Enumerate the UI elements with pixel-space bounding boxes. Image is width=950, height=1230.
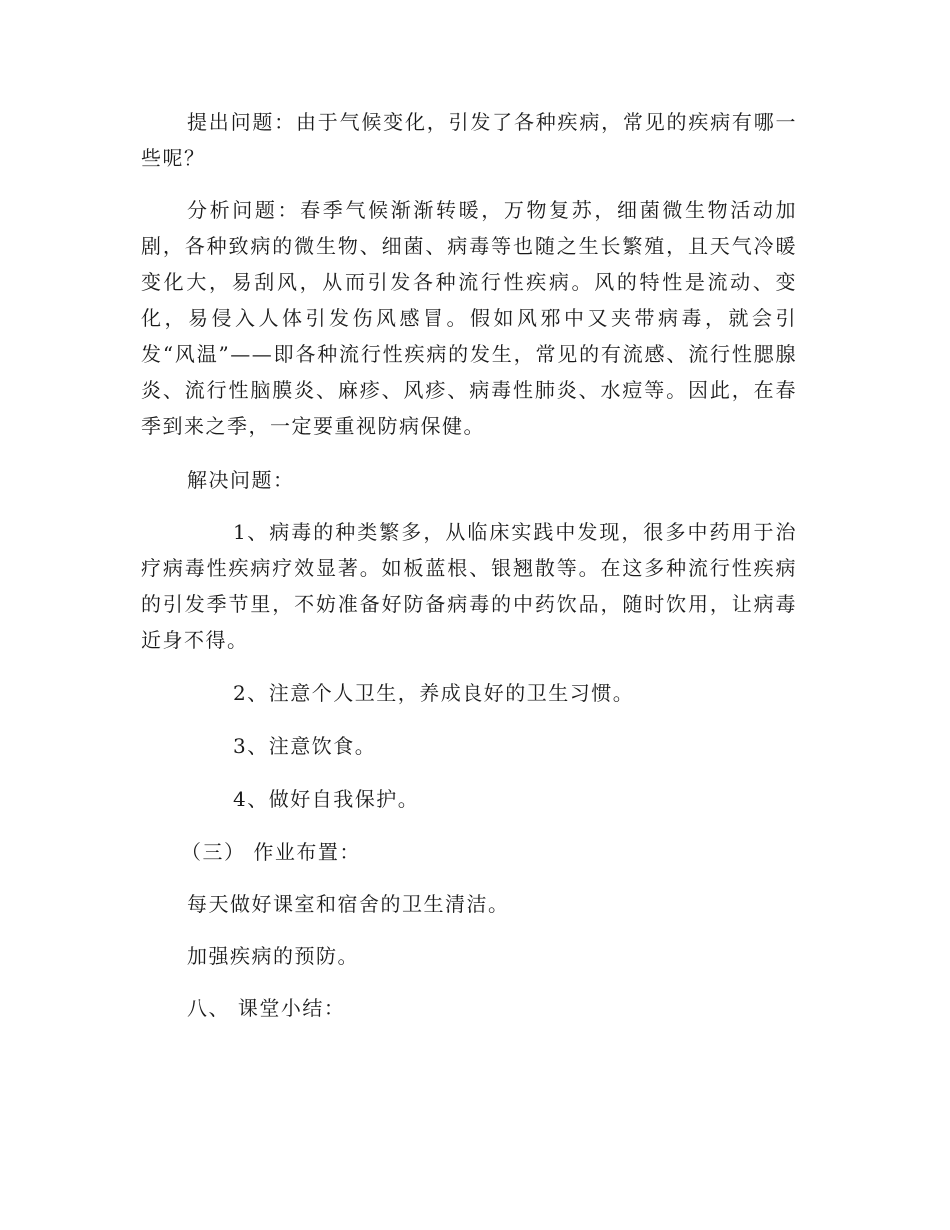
homework-item-2: 加强疾病的预防。 bbox=[187, 944, 359, 968]
solution-text: 病毒的种类繁多，从临床实践中发现，很多中药用于治疗病毒性疾病疗效显著。如板蓝根、银翘散等。在这多种流行性疾病的引发季节里，不妨准备好防备病毒的中药饮品，随时饮用，让病毒近身不得。 bbox=[141, 520, 797, 652]
homework-item-1: 每天做好课室和宿舍的卫生清洁。 bbox=[187, 892, 510, 916]
solution-item-4 bbox=[141, 781, 797, 817]
solution-item-3 bbox=[141, 728, 797, 764]
paragraph-solve-question: 解决问题： bbox=[187, 468, 295, 492]
solution-text: 做好自我保护。 bbox=[268, 787, 420, 811]
homework-heading: （三） 作业布置： bbox=[181, 840, 361, 864]
summary-heading: 八、 课堂小结： bbox=[187, 996, 346, 1020]
solution-item-2 bbox=[141, 675, 797, 711]
document-body bbox=[141, 104, 797, 1042]
solution-number: 3、 bbox=[233, 734, 269, 758]
solution-text: 注意饮食。 bbox=[268, 734, 377, 758]
solution-number: 1、 bbox=[233, 520, 269, 544]
solution-text: 注意个人卫生，养成良好的卫生习惯。 bbox=[268, 681, 635, 705]
paragraph-analyze-question: 分析问题：春季气候渐渐转暖，万物复苏，细菌微生物活动加剧，各种致病的微生物、细菌、病毒等也随之生长繁殖，且天气冷暖变化大，易刮风，从而引发各种流行性疾病。风的特性是流动、变化，易侵入人体引发伤风感冒。假如风邪中又夹带病毒，就会引发“风温”——即各种流行性疾病的发生，常见的有流感、流行性腮腺炎、流行性脑膜炎、麻疹、风疹、病毒性肺炎、水痘等。因此，在春季到来之季，一定要重视防病保健。 bbox=[141, 198, 797, 438]
paragraph-raise-question: 提出问题：由于气候变化，引发了各种疾病，常见的疾病有哪一些呢？ bbox=[141, 110, 797, 170]
solution-number: 4、 bbox=[233, 787, 269, 811]
solution-number: 2、 bbox=[233, 681, 269, 705]
solution-item-1 bbox=[141, 514, 797, 658]
